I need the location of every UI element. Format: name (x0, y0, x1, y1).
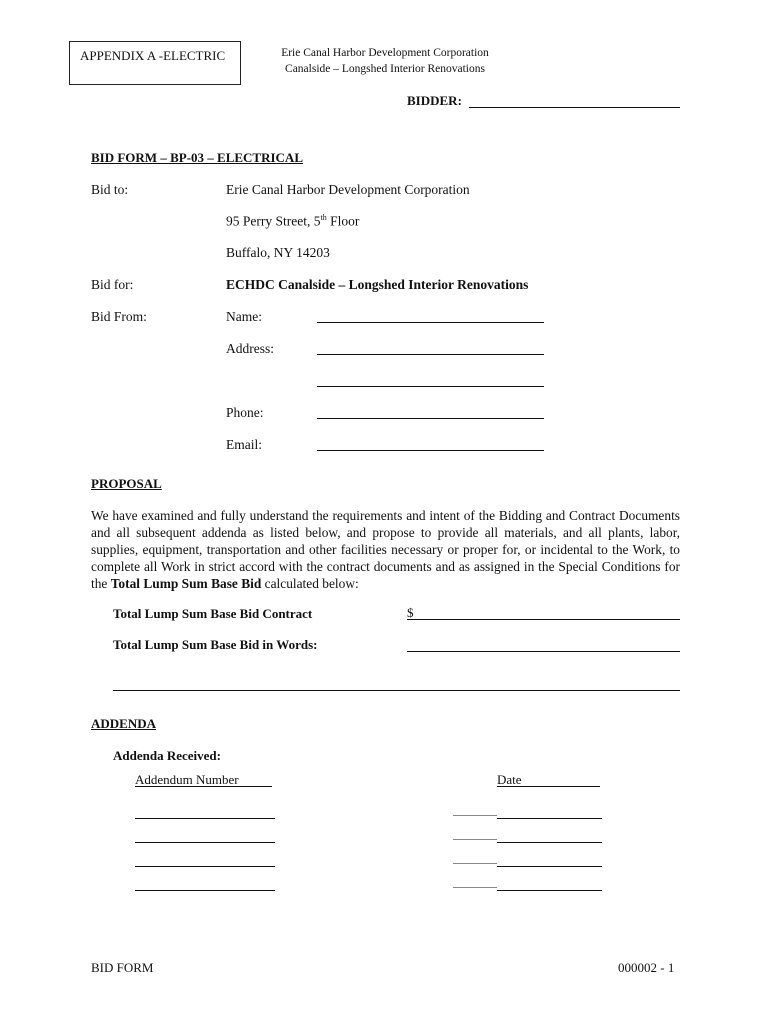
amount-words-field-2[interactable] (113, 690, 680, 691)
date-field-2[interactable] (497, 842, 602, 843)
date-field-3[interactable] (497, 866, 602, 867)
date-header-underline (497, 786, 600, 787)
bid-to-city: Buffalo, NY 14203 (226, 245, 330, 260)
date-field-4-left (453, 887, 497, 888)
address-field-line-1[interactable] (317, 354, 544, 355)
bid-for-value: ECHDC Canalside – Longshed Interior Renovations (226, 277, 529, 292)
dollar-sign: $ (407, 605, 414, 620)
appendix-box (69, 41, 241, 85)
footer-page-number: 000002 - 1 (618, 960, 675, 975)
words-label: Total Lump Sum Base Bid in Words: (113, 637, 318, 652)
addendum-number-field-3[interactable] (135, 866, 275, 867)
appendix-label: APPENDIX A -ELECTRIC (80, 48, 226, 63)
proposal-body-start: We have examined and fully understand the requirements and intent of the Bidding and Contract Documents and all subsequent addenda as listed below, and propose to provide all materials, and all plants, labor, supplies, equipment, transportation and other facilities necessary or proper for, or incidental to the Work, to complete all Work in strict accord with the contract documents and as assigned in the Special Conditions for the (91, 508, 680, 591)
email-label: Email: (226, 437, 262, 452)
date-field-3-left (453, 863, 497, 864)
bid-from-label: Bid From: (91, 309, 147, 324)
bid-to-street (226, 213, 359, 230)
proposal-body-bold: Total Lump Sum Base Bid (110, 576, 262, 591)
header-org-name: Erie Canal Harbor Development Corporation (281, 47, 489, 59)
address-field-line-2[interactable] (317, 386, 544, 387)
bid-to-label: Bid to: (91, 182, 129, 197)
bid-to-street-suffix: Floor (326, 213, 360, 229)
addenda-heading: ADDENDA (91, 716, 156, 731)
proposal-heading: PROPOSAL (91, 476, 162, 491)
addendum-number-field-4[interactable] (135, 890, 275, 891)
phone-field[interactable] (317, 418, 544, 419)
addendum-number-header: Addendum Number (135, 772, 239, 787)
name-field[interactable] (317, 322, 544, 323)
footer-left: BID FORM (91, 960, 154, 975)
contract-amount-field[interactable] (407, 619, 680, 620)
bid-to-org: Erie Canal Harbor Development Corporation (226, 182, 470, 197)
phone-label: Phone: (226, 405, 264, 420)
addendum-number-field-2[interactable] (135, 842, 275, 843)
date-field-2-left (453, 839, 497, 840)
contract-label: Total Lump Sum Base Bid Contract (113, 606, 313, 621)
date-header: Date (497, 772, 522, 787)
date-field-1[interactable] (497, 818, 602, 819)
bid-to-street-text: 95 Perry Street, 5 (226, 213, 321, 229)
proposal-body-end: calculated below: (261, 576, 359, 591)
name-label: Name: (226, 309, 262, 324)
addendum-number-header-underline (135, 786, 272, 787)
bid-for-label: Bid for: (91, 277, 134, 292)
bidder-line[interactable] (469, 107, 680, 108)
proposal-paragraph (91, 507, 680, 592)
address-label: Address: (226, 341, 274, 356)
date-field-1-left (453, 815, 497, 816)
bid-to-street-sup: th (320, 213, 327, 222)
date-field-4[interactable] (497, 890, 602, 891)
bidder-label: BIDDER: (407, 93, 462, 108)
email-field[interactable] (317, 450, 544, 451)
amount-words-field-1[interactable] (407, 651, 680, 652)
header-project-name: Canalside – Longshed Interior Renovations (285, 63, 485, 75)
form-title: BID FORM – BP-03 – ELECTRICAL (91, 150, 303, 165)
addenda-received-label: Addenda Received: (113, 748, 221, 763)
addendum-number-field-1[interactable] (135, 818, 275, 819)
